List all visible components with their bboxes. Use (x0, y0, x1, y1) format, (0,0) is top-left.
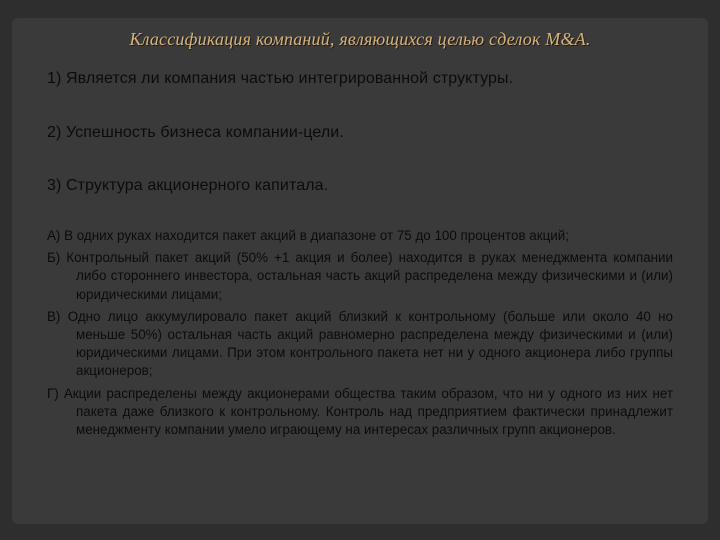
ownership-structure-list (47, 227, 673, 443)
question-2: 2) Успешность бизнеса компании-цели. (47, 124, 344, 141)
list-item: Б) Контрольный пакет акций (50% +1 акция и более) находится в руках менеджмента компании либо стороннего инвестора, остальная часть акций распределена между физическими и (или) юридическими лицами; (47, 250, 673, 302)
question-1: 1) Является ли компания частью интегрированной структуры. (47, 70, 514, 87)
list-item: В) Одно лицо аккумулировало пакет акций близкий к контрольному (больше или около 40 но меньше 50%) остальная часть акций равномерно распределена между физическими и (или) юридическими лицами. При этом контрольного пакета нет ни у одного акционера либо группы акционеров; (47, 308, 673, 379)
list-item: Г) Акции распределены между акционерами общества таким образом, что ни у одного из них нет пакета даже близкого к контрольному. Контроль над предприятием фактически принадлежит менеджменту компании умело играющему на интересах различных групп акционеров. (47, 385, 673, 438)
slide-title: Классификация компаний, являющихся целью сделок M&A. (129, 29, 591, 49)
question-3: 3) Структура акционерного капитала. (47, 177, 329, 194)
list-item: А) В одних руках находится пакет акций в диапазоне от 75 до 100 процентов акций; (47, 228, 569, 243)
